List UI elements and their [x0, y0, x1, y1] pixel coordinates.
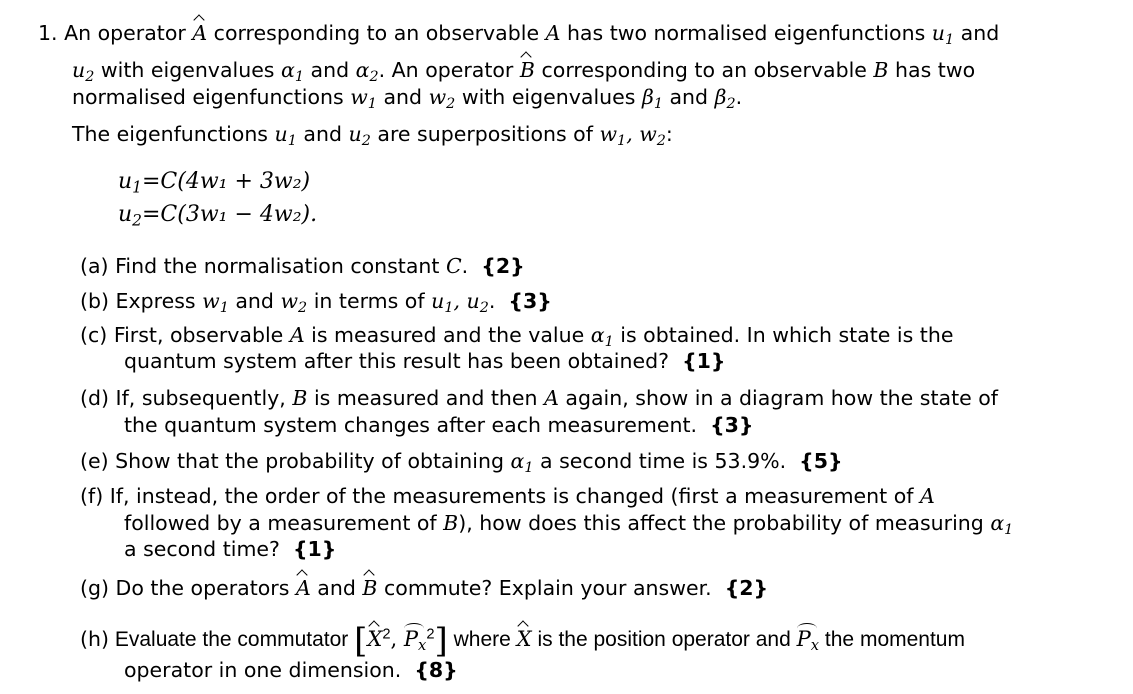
marks-e: {5}: [799, 449, 843, 473]
part-h-line-2: operator in one dimension. {8}: [124, 658, 458, 682]
question-text-line-3: normalised eigenfunctions $w_1$ and $w_2$ with eigenvalues $\beta_1$ and $\beta_2$.: [72, 85, 743, 113]
question-number: 1.: [38, 21, 58, 45]
question-text-line-4: The eigenfunctions $u_1$ and $u_2$ are superpositions of $w_1$, $w_2$:: [72, 122, 673, 150]
part-c-line-1: (c) First, observable A is measured and the value $\alpha_1$ is obtained. In which state is the: [80, 323, 954, 351]
marks-g: {2}: [724, 576, 769, 600]
part-e: (e) Show that the probability of obtaining $\alpha_1$ a second time is 53.9%. {5}: [80, 449, 843, 477]
part-h-line-1: (h) Evaluate the commutator [$X^2$, $P_x^2$] where X is the position operator and $P_x$ the momentum: [80, 621, 965, 661]
equation-u1: $u_1=C(4w_1 + 3w_2)$: [118, 169, 311, 197]
part-f-line-2: followed by a measurement of B), how does this affect the probability of measuring $\alpha_1$: [124, 511, 1014, 539]
question-text-line-2: $u_2$ with eigenvalues $\alpha_1$ and $\alpha_2$. An operator B corresponding to an observable B has two: [72, 58, 976, 86]
part-d-line-1: (d) If, subsequently, B is measured and then A again, show in a diagram how the state of: [80, 386, 998, 410]
part-f-line-3: a second time? {1}: [124, 537, 337, 561]
part-b: (b) Express $w_1$ and $w_2$ in terms of $u_1$, $u_2$. {3}: [80, 289, 552, 317]
question-text-line-1: 1. An operator A corresponding to an observable A has two normalised eigenfunctions $u_1$ and: [38, 21, 1000, 49]
marks-c: {1}: [682, 349, 726, 373]
operator-b-symbol: B: [519, 58, 535, 82]
part-d-line-2: the quantum system changes after each measurement. {3}: [124, 413, 754, 437]
operator-a-symbol: A: [192, 21, 208, 45]
marks-d: {3}: [710, 413, 754, 437]
part-f-line-1: (f) If, instead, the order of the measurements is changed (first a measurement of A: [80, 484, 935, 508]
part-c-line-2: quantum system after this result has been obtained? {1}: [124, 349, 726, 373]
part-a: (a) Find the normalisation constant C. {2}: [80, 254, 525, 278]
marks-h: {8}: [414, 658, 458, 682]
marks-a: {2}: [481, 254, 525, 278]
part-g: (g) Do the operators A and B commute? Explain your answer. {2}: [80, 576, 769, 600]
marks-b: {3}: [508, 289, 552, 313]
equation-u2: $u_2=C(3w_1 - 4w_2)$.: [118, 202, 318, 230]
marks-f: {1}: [292, 537, 337, 561]
